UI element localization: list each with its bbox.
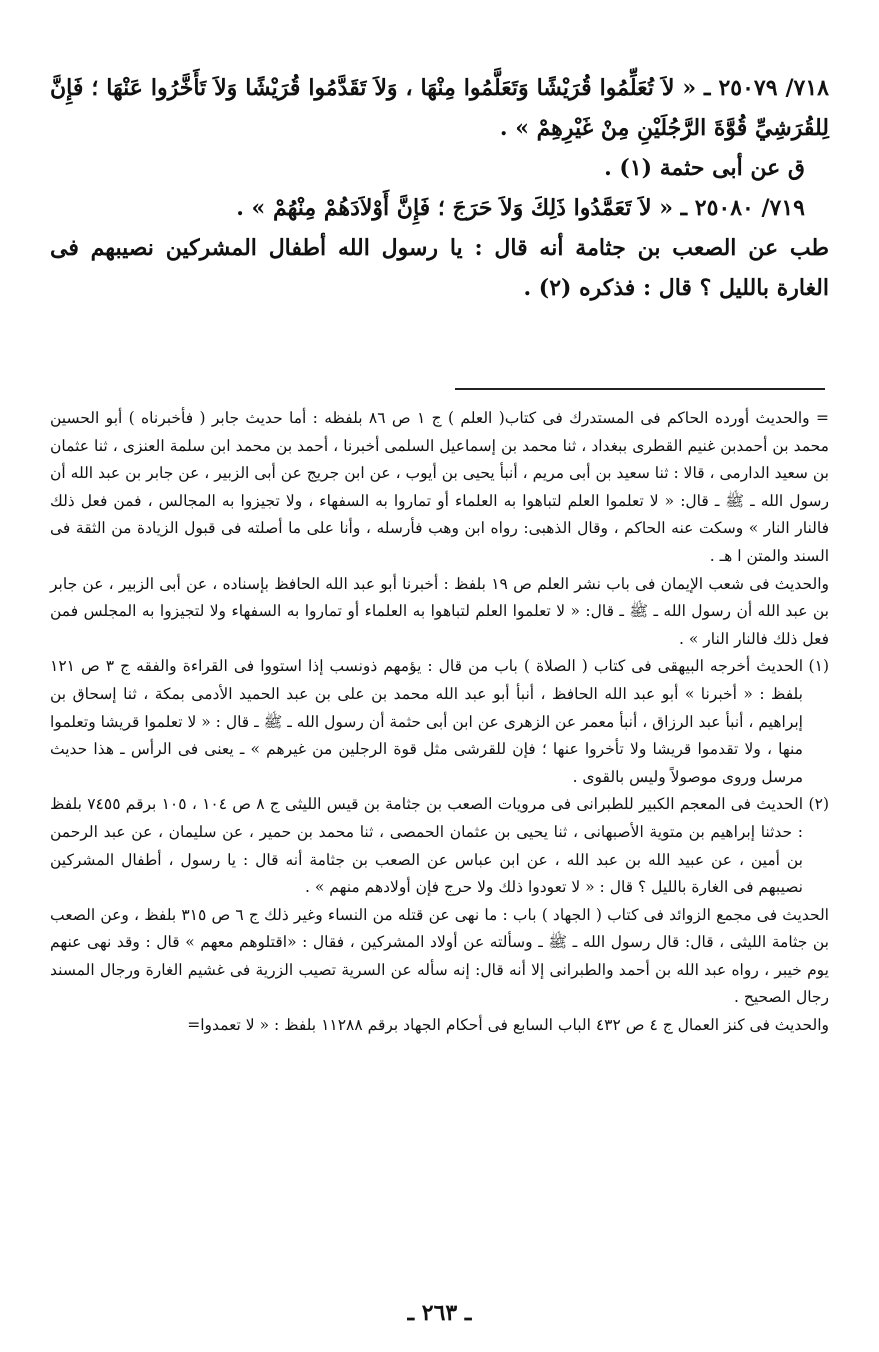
hadith-718-source: ق عن أبى حثمة (١) . — [604, 155, 805, 181]
footnote-2 — [50, 791, 829, 901]
footnote-paragraph: الحديث فى مجمع الزوائد فى كتاب ( الجهاد ) باب : ما نهى عن قتله من النساء وغير ذلك ج ٦ ص ٣١٥ بلفظ ، وعن الصعب بن جثامة الليثى ، قال: قال رسول الله ـ ﷺ ـ وسألته عن أولاد المشركين ، فقال : «اقتلوهم معهم » قال : وقد نهى عنهم يوم خيبر ، رواه عبد الله بن أحمد والطبرانى إلا أنه قال: إنه سأله عن السرية تصيب الزرية فى غشيم الغارة ورجال المسند رجال الصحيح . — [50, 905, 829, 1007]
hadith-section — [50, 68, 829, 308]
footnote-continuation: = والحديث أورده الحاكم فى المستدرك فى كتاب( العلم ) ج ١ ص ٨٦ بلفظه : أما حديث جابر ( فأخبرناه ) أبو الحسين محمد بن أحمدبن غنيم القطرى ببغداد ، ثنا محمد بن إسماعيل السلمى أخبرنا ، أحمد بن محمد ابن سلمة العنزى ، ثنا عثمان بن سعيد الدارمى ، قالا : ثنا سعيد بن أبى مريم ، أنبأ يحيى بن أيوب ، عن ابن جريج عن أبى الزبير ، عن جابر بن عبد الله أن رسول الله ـ ﷺ ـ قال: « لا تعلموا العلم لتباهوا به العلماء أو تماروا به السفهاء ، ولا تجيزوا به المجالس ، فمن فعل ذلك فالنار النار » وسكت عنه الحاكم ، وقال الذهبى: رواه ابن وهب فأرسله ، وأنا على ما أصلته فى قبول الزيادة من الثقة فى السند والمتن ا هـ . — [50, 409, 829, 565]
footnote-1-number: (١) — [808, 657, 829, 676]
footnote-1 — [50, 653, 829, 791]
footnote-1-text: الحديث أخرجه البيهقى فى كتاب ( الصلاة ) باب من قال : يؤمهم ذونسب إذا استووا فى القراءة والفقه ج ٣ ص ١٢١ بلفظ : « أخبرنا » أبو عبد الله الحافظ ، أنبأ أبو عبد الله محمد بن على بن عبد الحميد الأدمى بمكة ، ثنا إسحاق بن إبراهيم ، أنبأ عبد الرزاق ، أنبأ معمر عن الزهرى عن ابن أبى حثمة أن رسول الله ـ ﷺ ـ قال : « لا تعلموا قريشا وتعلموا منها ، ولا تقدموا قريشا ولا تأخروا عنها ؛ فإن للقرشى مثل قوة الرجلين من غيرهم » ـ يعنى فى الرأس ـ هذا حديث مرسل وروى موصولاً وليس بالقوى . — [50, 657, 803, 786]
hadith-719-source: طب عن الصعب بن جثامة أنه قال : يا رسول الله أطفال المشركين نصيبهم فى الغارة بالليل ؟ قال : فذكره (٢) . — [50, 235, 829, 301]
hadith-718-text: ٧١٨/ ٢٥٠٧٩ ـ « لاَ تُعَلِّمُوا قُرَيْشًا وَتَعَلَّمُوا مِنْهَا ، وَلاَ تَقَدَّمُوا قُرَيْشًا وَلاَ تَأَخَّرُوا عَنْهَا ؛ فَإِنَّ لِلقُرَشِيِّ قُوَّةَ الرَّجُلَيْنِ مِنْ غَيْرِهِمْ » . — [50, 75, 829, 141]
footnote-paragraph: والحديث فى كنز العمال ج ٤ ص ٤٣٢ الباب السابع فى أحكام الجهاد برقم ١١٢٨٨ بلفظ : « لا تعمدوا= — [187, 1016, 829, 1035]
footnotes — [50, 405, 829, 1040]
hadith-719-text: ٧١٩/ ٢٥٠٨٠ ـ « لاَ تَعَمَّدُوا ذَلِكَ وَلاَ حَرَجَ ؛ فَإِنَّ أَوْلاَدَهُمْ مِنْهُمْ » . — [236, 195, 805, 221]
footnote-paragraph: والحديث فى شعب الإيمان فى باب نشر العلم ص ١٩ بلفظ : أخبرنا أبو عبد الله الحافظ بإسناده ، عن أبى الزبير ، عن جابر بن عبد الله أن رسول الله ـ ﷺ ـ قال: « لا تعلموا العلم لتباهوا به العلماء أو تماروا به السفهاء ولا لتجيزوا به المجلس فمن فعل ذلك فالنار النار » . — [50, 574, 829, 648]
page-number: ـ ٢٦٣ ـ — [407, 1300, 472, 1326]
footnote-2-number: (٢) — [808, 795, 829, 814]
footnote-separator — [455, 388, 825, 390]
footnote-2-text: الحديث فى المعجم الكبير للطبرانى فى مرويات الصعب بن جثامة بن قيس الليثى ج ٨ ص ١٠٤ ، ١٠٥ برقم ٧٤٥٥ بلفظ : حدثنا إبراهيم بن متوية الأصبهانى ، ثنا يحيى بن عثمان الحمصى ، ثنا محمد بن حمير ، عن سليمان ، عن عبد الرحمن بن أمين ، عن عبيد الله بن عبد الله ، عن ابن عباس عن الصعب بن جثامة أنه قال : يا رسول ، أطفال المشركين نصيبهم فى الغارة بالليل ؟ قال : « لا تعودوا ذلك ولا حرج فإن أولادهم منهم » . — [50, 795, 804, 897]
